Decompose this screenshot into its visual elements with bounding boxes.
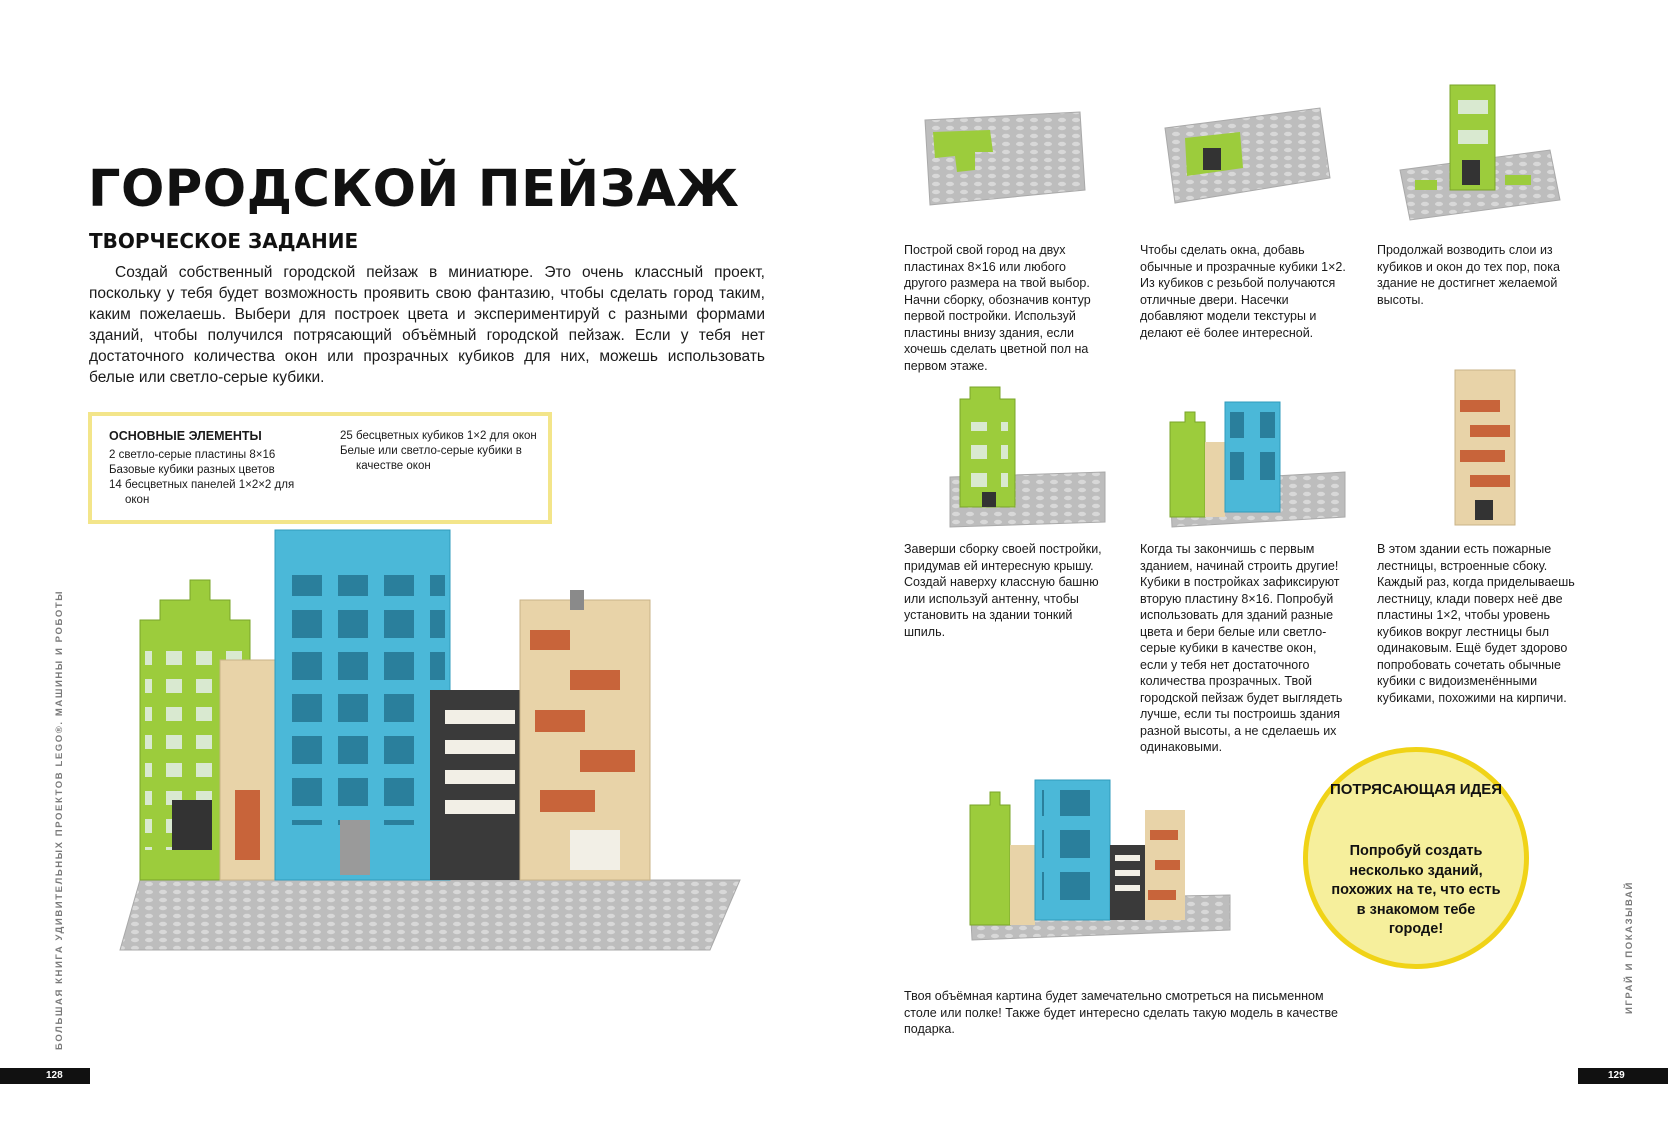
page-title: ГОРОДСКОЙ ПЕЙЗАЖ: [88, 160, 740, 219]
page-number: 128: [46, 1070, 63, 1081]
step-caption-4: Заверши сборку своей постройки, придумав ей интересную крышу. Создай наверху классную башню или используй антенну, чтобы установить на здании тонкий шпиль.: [904, 542, 1102, 639]
page-number-bar-left: [0, 1068, 90, 1084]
step5-image: [1160, 402, 1350, 532]
book-title-vertical: БОЛЬШАЯ КНИГА УДИВИТЕЛЬНЫХ ПРОЕКТОВ LEGO®. МАШИНЫ И РОБОТЫ: [54, 589, 65, 1050]
idea-body: Попробуй создать несколько зданий, похожих на те, что есть в знакомом тебе городе!: [1331, 843, 1501, 937]
step-caption-5: Когда ты закончишь с первым зданием, начинай строить другие! Кубики в постройках зафиксируют вторую пластину 8×16. Попробуй использовать для зданий разные цвета и бери белые или светло-серые кубики в качестве окон, если у тебя нет достаточного количества прозрачных. Твой городской пейзаж будет выглядеть лучше, если ты построишь здания разной высоты, а не сделаешь их одинаковыми.: [1140, 542, 1343, 754]
step-caption-3: Продолжай возводить слои из кубиков и окон до тех пор, пока здание не достигнет желаемой высоты.: [1377, 243, 1560, 307]
step-caption-1: Построй свой город на двух пластинах 8×16 или любого другого размера на твой выбор. Начни сборку, обозначив контур первой постройки. Используй пластины внизу здания, если хочешь сделать цветной пол на первом этаже.: [904, 243, 1091, 373]
step2-image: [1155, 98, 1345, 218]
elements-list-left: [109, 448, 309, 508]
idea-bubble: [1303, 747, 1529, 969]
element-item: 14 бесцветных панелей 1×2×2 для окон: [109, 479, 295, 506]
element-item: 25 бесцветных кубиков 1×2 для окон: [340, 430, 537, 442]
step4-image: [935, 382, 1115, 532]
step-caption-2: Чтобы сделать окна, добавь обычные и прозрачные кубики 1×2. Из кубиков с резьбой получаются отличные двери. Насечки добавляют модели текстуры и делают её более интересной.: [1140, 243, 1346, 340]
step6-image: [1440, 370, 1530, 530]
page-number: 129: [1608, 1070, 1625, 1081]
element-item: Белые или светло-серые кубики в качестве окон: [340, 445, 522, 472]
element-item: 2 светло-серые пластины 8×16: [109, 449, 276, 461]
section-title-vertical: ИГРАЙ И ПОКАЗЫВАЙ: [1624, 881, 1635, 1014]
step3-image: [1390, 80, 1570, 230]
elements-list-right: [340, 429, 540, 474]
step1-image: [915, 100, 1095, 220]
step-caption-6: В этом здании есть пожарные лестницы, встроенные сбоку. Каждый раз, когда приделываешь лестницу, клади поверх неё две пластины 1×2, чтобы уровень кубиков вокруг лестницы был одинаковым. Ещё будет здорово попробовать сочетать обычные кубики с видоизменёнными кубиками, похожими на кирпичи.: [1377, 542, 1575, 705]
final-caption: Твоя объёмная картина будет замечательно смотреться на письменном столе или полке! Также будет интересно сделать такую модель в качестве подарка.: [904, 989, 1338, 1036]
idea-heading: ПОТРЯСАЮЩАЯ ИДЕЯ: [1329, 781, 1503, 798]
elements-heading: ОСНОВНЫЕ ЭЛЕМЕНТЫ: [109, 429, 262, 443]
section-subtitle: ТВОРЧЕСКОЕ ЗАДАНИЕ: [89, 229, 359, 253]
element-item: Базовые кубики разных цветов: [109, 464, 275, 476]
intro-paragraph: Создай собственный городской пейзаж в миниатюре. Это очень классный проект, поскольку у тебя будет возможность проявить свою фантазию, чтобы сделать город таким, каким пожелаешь. Выбери для построек цвета и экспериментируй с разными формами зданий, чтобы получился потрясающий объёмный городской пейзаж. Если у тебя нет достаточного количества окон или прозрачных кубиков для них, можешь использовать белые или светло-серые кубики.: [89, 264, 765, 386]
final-cityscape-image: [960, 780, 1240, 950]
page-number-bar-right: [1578, 1068, 1668, 1084]
elements-box: [88, 412, 552, 524]
cityscape-main-image: [100, 560, 740, 970]
